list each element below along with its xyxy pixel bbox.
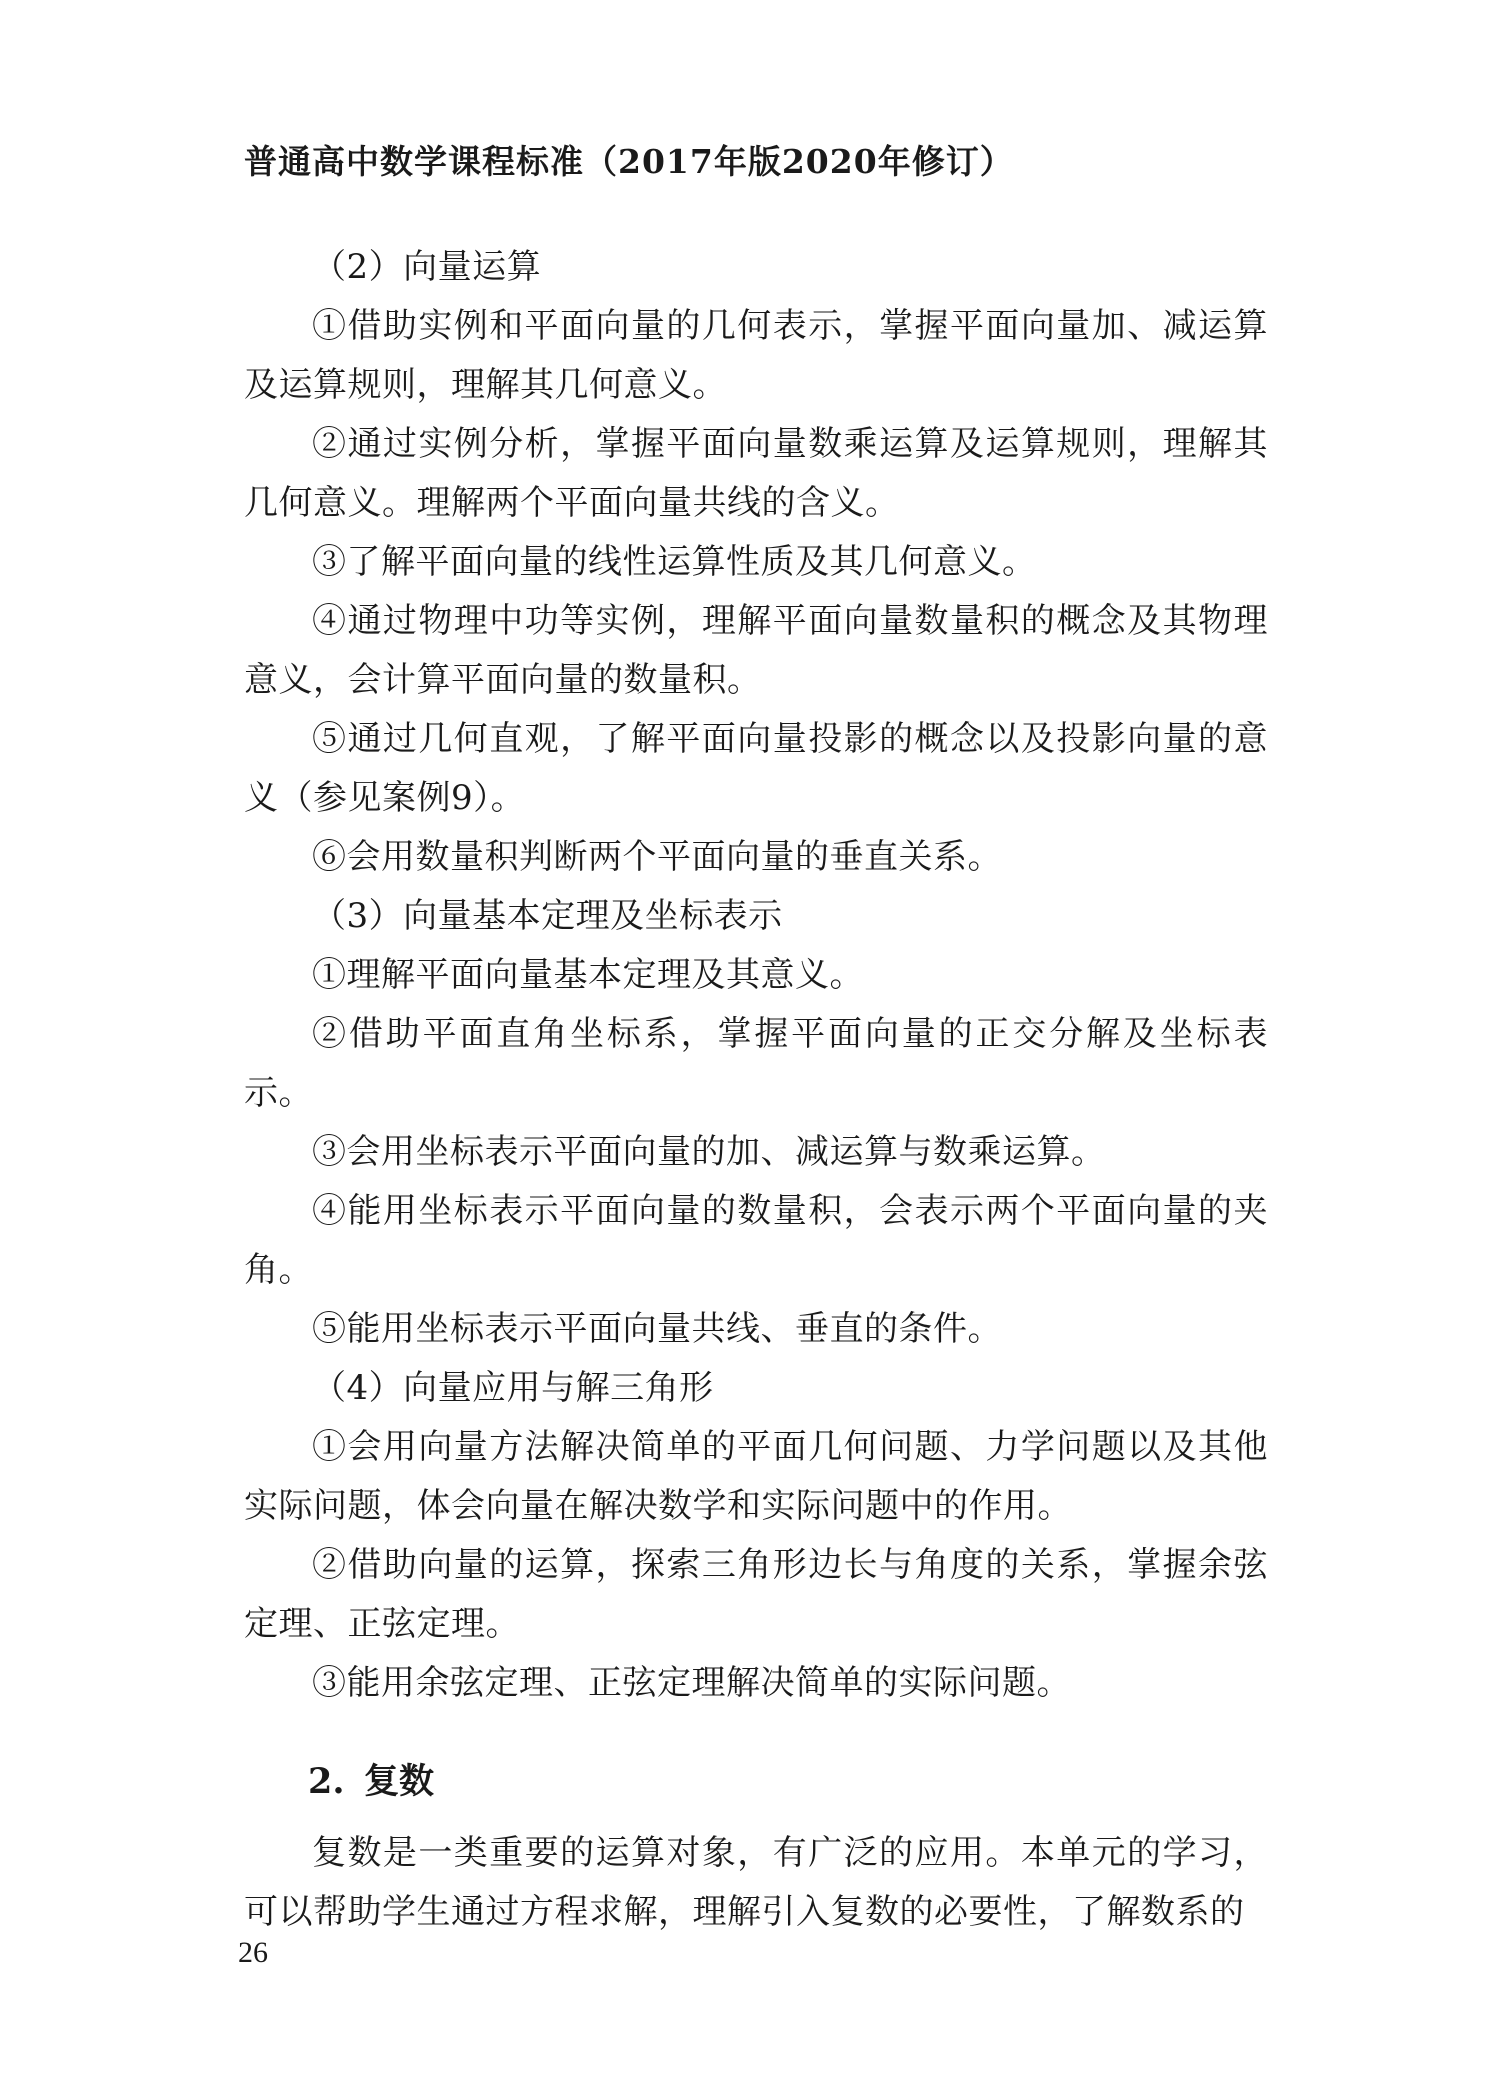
section-intro-paragraph: 复数是一类重要的运算对象，有广泛的应用。本单元的学习，可以帮助学生通过方程求解，理解引入复数的必要性，了解数系的 [244, 1833, 1268, 1932]
list-item: ③能用余弦定理、正弦定理解决简单的实际问题。 [312, 1663, 1071, 1703]
list-item: ③了解平面向量的线性运算性质及其几何意义。 [312, 542, 1037, 582]
list-item: ⑥会用数量积判断两个平面向量的垂直关系。 [312, 837, 1002, 877]
list-item: ②借助平面直角坐标系，掌握平面向量的正交分解及坐标表示。 [244, 1014, 1268, 1113]
section-title: 复数 [364, 1761, 435, 1802]
subsection-heading-applications: （4）向量应用与解三角形 [312, 1368, 714, 1408]
subsection-heading-basic-theorem: （3）向量基本定理及坐标表示 [312, 896, 783, 936]
section-heading [244, 1739, 1268, 1824]
page-number: 26 [238, 1936, 268, 1969]
list-item: ②借助向量的运算，探索三角形边长与角度的关系，掌握余弦定理、正弦定理。 [244, 1545, 1268, 1644]
list-item: ⑤能用坐标表示平面向量共线、垂直的条件。 [312, 1309, 1002, 1349]
list-item: ④通过物理中功等实例，理解平面向量数量积的概念及其物理意义，会计算平面向量的数量积。 [244, 601, 1268, 700]
list-item: ③会用坐标表示平面向量的加、减运算与数乘运算。 [312, 1132, 1106, 1172]
list-item: ④能用坐标表示平面向量的数量积，会表示两个平面向量的夹角。 [244, 1191, 1268, 1290]
section-number: 2. [308, 1761, 345, 1802]
list-item: ①理解平面向量基本定理及其意义。 [312, 955, 864, 995]
subsection-heading-vector-operations: （2）向量运算 [312, 247, 542, 287]
list-item: ①会用向量方法解决简单的平面几何问题、力学问题以及其他实际问题，体会向量在解决数学和实际问题中的作用。 [244, 1427, 1268, 1526]
page-header-title: 普通高中数学课程标准（2017年版2020年修订） [244, 142, 1014, 181]
list-item: ⑤通过几何直观，了解平面向量投影的概念以及投影向量的意义（参见案例9）。 [244, 719, 1268, 818]
list-item: ①借助实例和平面向量的几何表示，掌握平面向量加、减运算及运算规则，理解其几何意义。 [244, 306, 1268, 405]
page-body [244, 238, 1268, 1942]
list-item: ②通过实例分析，掌握平面向量数乘运算及运算规则，理解其几何意义。理解两个平面向量共线的含义。 [244, 424, 1268, 523]
